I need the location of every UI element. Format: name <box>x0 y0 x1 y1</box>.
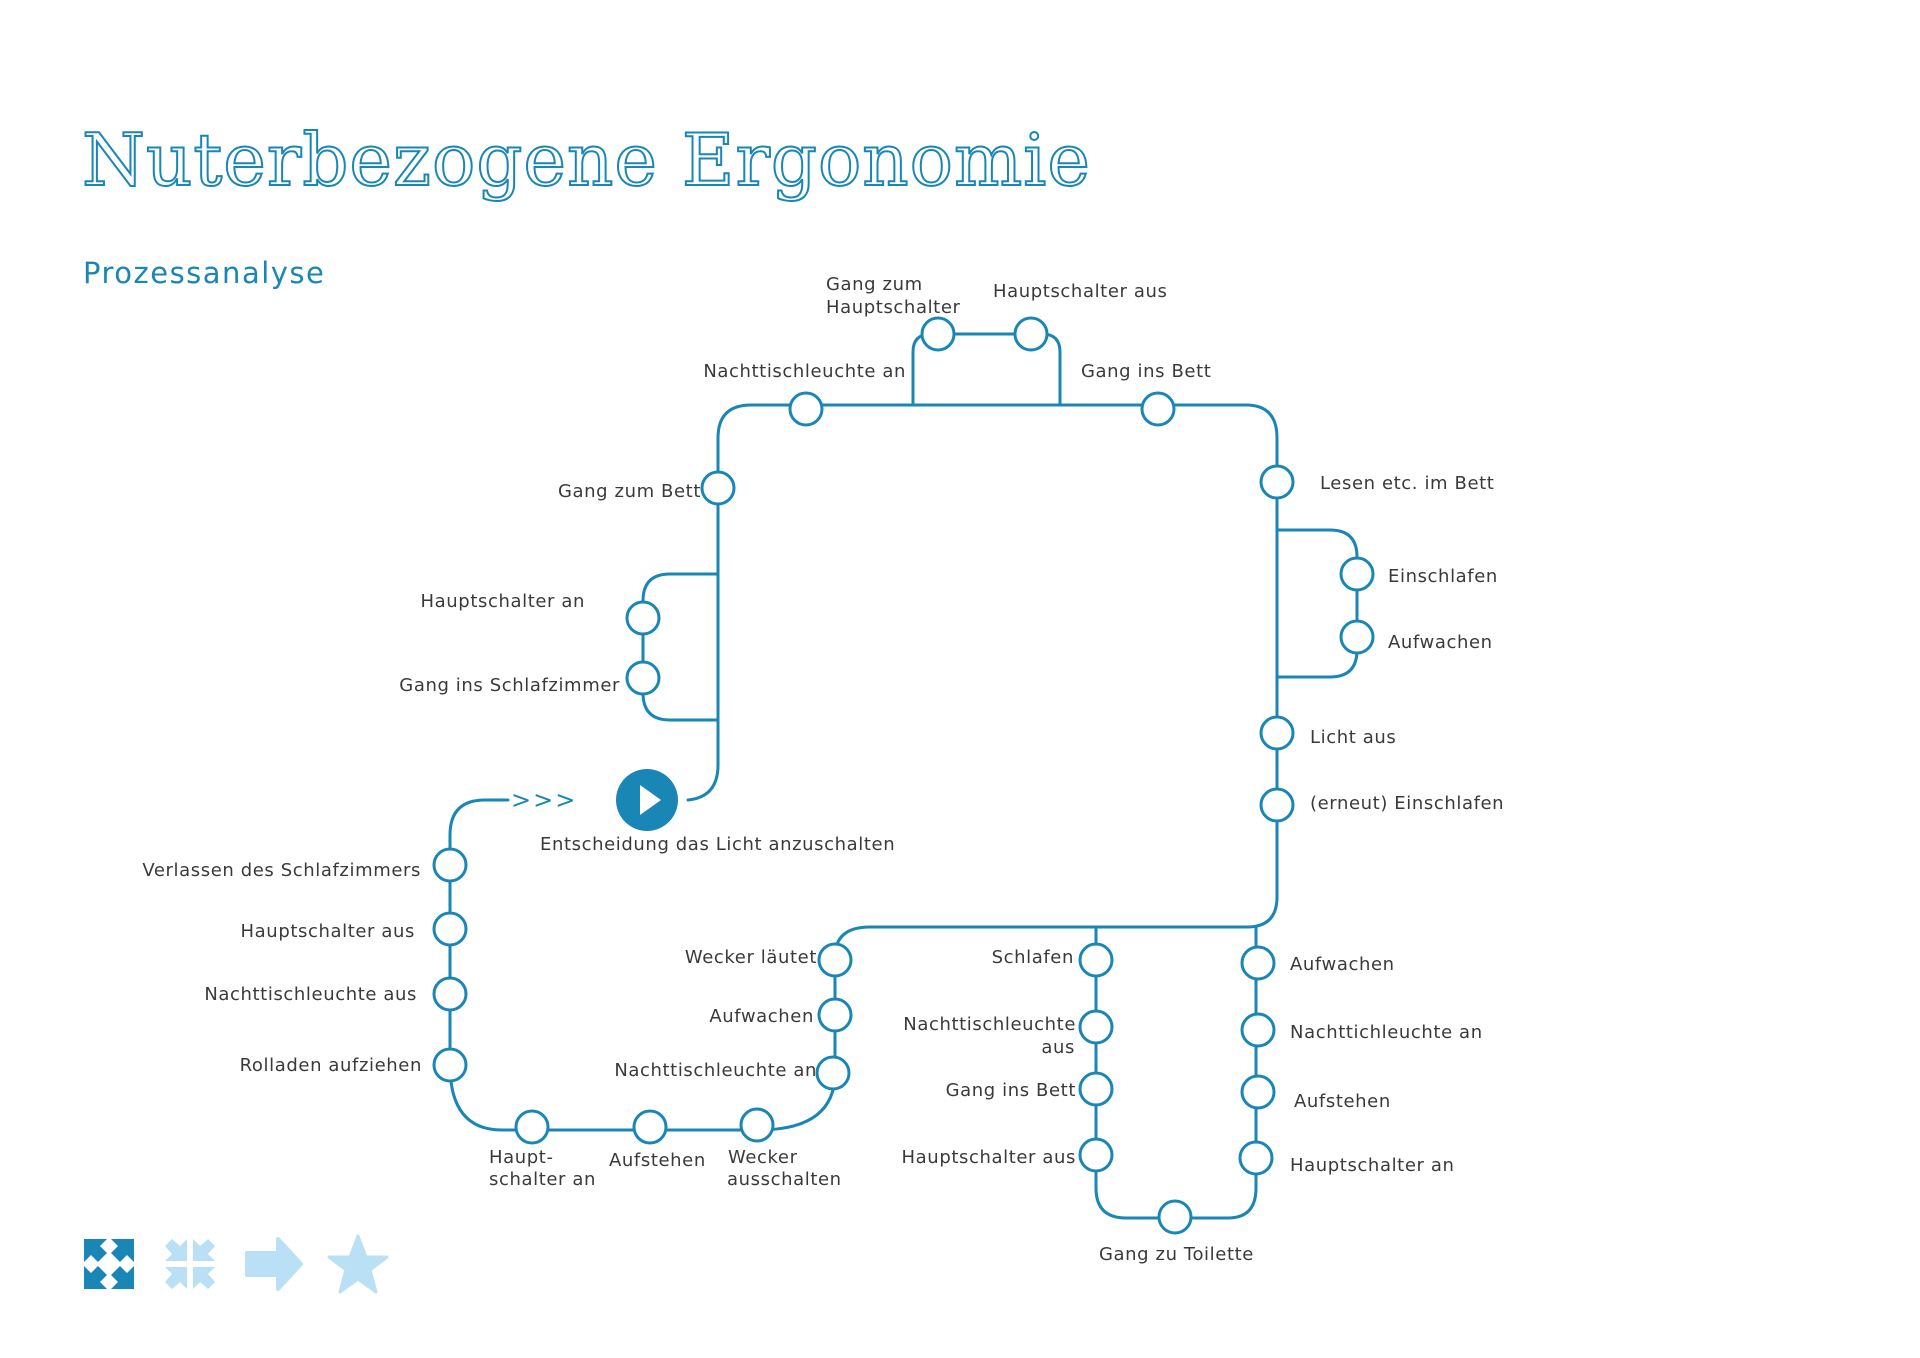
label-gang-ins-bett-top: Gang ins Bett <box>1081 361 1212 382</box>
label-gang-zum-hauptschalter-1: Gang zum <box>826 274 923 295</box>
start-arrows: >>> <box>511 786 578 814</box>
arrows-inward-icon-active[interactable] <box>84 1239 134 1289</box>
label-rolladen-aufziehen: Rolladen aufziehen <box>239 1055 422 1076</box>
label-gang-ins-schlafzimmer: Gang ins Schlafzimmer <box>399 675 620 696</box>
star-icon[interactable] <box>329 1236 387 1292</box>
label-gang-zu-toilette: Gang zu Toilette <box>1099 1244 1254 1265</box>
label-wecker-ausschalten-2: ausschalten <box>727 1169 842 1190</box>
label-gang-zum-hauptschalter-2: Hauptschalter <box>826 297 961 318</box>
label-einschlafen: Einschlafen <box>1388 566 1498 587</box>
label-aufstehen-bottom: Aufstehen <box>609 1150 706 1171</box>
label-hauptschalter-aus-mid: Hauptschalter aus <box>901 1147 1076 1168</box>
label-wecker-ausschalten-1: Wecker <box>728 1147 798 1168</box>
label-licht-aus: Licht aus <box>1310 727 1397 748</box>
label-nachttischleuchte-an-top: Nachttischleuchte an <box>703 361 906 382</box>
page-subtitle: Prozessanalyse <box>83 256 326 290</box>
label-gang-zum-bett: Gang zum Bett <box>558 481 701 502</box>
label-aufwachen-branch: Aufwachen <box>1290 954 1395 975</box>
label-hauptschalter-an-bottom-2: schalter an <box>489 1169 597 1190</box>
label-hauptschalter-aus-top: Hauptschalter aus <box>993 281 1168 302</box>
label-schlafen: Schlafen <box>991 947 1074 968</box>
label-lesen-im-bett: Lesen etc. im Bett <box>1320 473 1495 494</box>
arrows-inward-icon-inactive[interactable] <box>165 1239 215 1289</box>
label-hauptschalter-an-bottom-1: Haupt- <box>489 1147 554 1168</box>
label-gang-ins-bett-mid: Gang ins Bett <box>945 1080 1076 1101</box>
label-nachttichleuchte-an-branch: Nachttichleuchte an <box>1290 1022 1483 1043</box>
label-nachttischleuchte-an-bottom: Nachttischleuchte an <box>614 1060 817 1081</box>
label-verlassen-schlafzimmer: Verlassen des Schlafzimmers <box>142 860 421 881</box>
label-nachttischleuchte-aus-mid-1: Nachttischleuchte <box>903 1014 1076 1035</box>
label-aufwachen-right: Aufwachen <box>1388 632 1493 653</box>
label-hauptschalter-an-left: Hauptschalter an <box>420 591 585 612</box>
label-hauptschalter-aus-left: Hauptschalter aus <box>240 921 415 942</box>
label-wecker-laeutet: Wecker läutet <box>684 947 817 968</box>
label-nachttischleuchte-aus-mid-2: aus <box>1041 1037 1075 1058</box>
label-aufwachen-bottom: Aufwachen <box>709 1006 814 1027</box>
label-erneut-einschlafen: (erneut) Einschlafen <box>1310 793 1505 814</box>
label-hauptschalter-an-branch: Hauptschalter an <box>1290 1155 1455 1176</box>
label-nachttischleuchte-aus-left: Nachttischleuchte aus <box>204 984 417 1005</box>
label-aufstehen-branch: Aufstehen <box>1294 1091 1391 1112</box>
arrow-right-icon[interactable] <box>247 1239 301 1289</box>
page-title: Nuterbezogene Ergonomie <box>82 118 1091 202</box>
label-start: Entscheidung das Licht anzuschalten <box>540 834 896 855</box>
